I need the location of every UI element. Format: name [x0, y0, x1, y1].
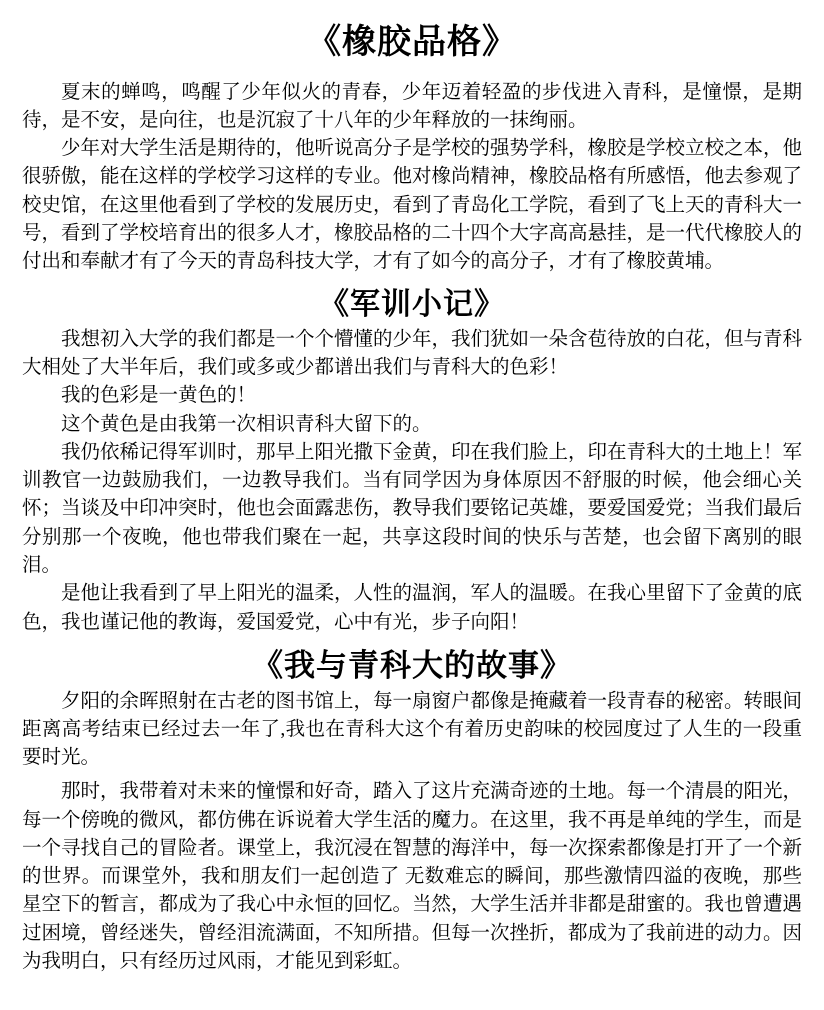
paragraph: 我仍依稀记得军训时，那早上阳光撒下金黄，印在我们脸上，印在青科大的土地上！军训教官一边鼓励我们，一边教导我们。当有同学因为身体原因不舒服的时候，他会细心关怀；当谈及中印冲突时，他也会面露悲伤，教导我们要铭记英雄，要爱国爱党；当我们最后分别那一个夜晚，他也带我们聚在一起，共享这段时间的快乐与苦楚，也会留下离别的眼泪。 — [22, 441, 803, 576]
page-title: 《橡胶品格》 — [307, 24, 517, 61]
paragraph: 少年对大学生活是期待的，他听说高分子是学校的强势学科，橡胶是学校立校之本，他很骄傲，能在这样的学校学习这样的专业。他对橡尚精神，橡胶品格有所感悟，他去参观了校史馆，在这里他看到了学校的发展历史，看到了青岛化工学院，看到了飞上天的青科大一号，看到了学校培育出的很多人才，橡胶品格的二十四个大字高高悬挂，是一代代橡胶人的付出和奉献才有了今天的青岛科技大学，才有了如今的高分子，才有了橡胶黄埔。 — [22, 138, 803, 273]
section-heading-military-training: 《军训小记》 — [319, 288, 505, 322]
paragraph: 这个黄色是由我第一次相识青科大留下的。 — [61, 413, 432, 435]
paragraph: 我的色彩是一黄色的！ — [61, 385, 257, 407]
paragraph: 那时，我带着对未来的憧憬和好奇，踏入了这片充满奇迹的土地。每一个清晨的阳光，每一个傍晚的微风，都仿佛在诉说着大学生活的魔力。在这里，我不再是单纯的学生，而是一个寻找自己的冒险者。课堂上，我沉浸在智慧的海洋中，每一次探索都像是打开了一个新的世界。而课堂外，我和朋友们一起创造了 无数难忘的瞬间，那些激情四溢的夜晚，那些星空下的暂言，都成为了我心中永恒的回忆。当然，大学生活并非都是甜蜜的。我也曾遭遇过困境，曾经迷失，曾经泪流满面，不知所措。但每一次挫折，都成为了我前进的动力。因为我明白，只有经历过风雨，才能见到彩虹。 — [22, 781, 803, 972]
section-body-1 — [22, 79, 802, 277]
section-heading-my-story: 《我与青科大的故事》 — [252, 647, 572, 683]
paragraph: 我想初入大学的我们都是一个个懵懂的少年，我们犹如一朵含苞待放的白花，但与青科大相处了大半年后，我们或多或少都谱出我们与青科大的色彩！ — [22, 328, 803, 379]
paragraph: 夕阳的余晖照射在古老的图书馆上，每一扇窗户都像是掩藏着一段青春的秘密。转眼间距离高考结束已经过去一年了,我也在青科大这个有着历史韵味的校园度过了人生的一段重要时光。 — [22, 690, 803, 769]
paragraph: 夏末的蝉鸣，鸣醒了少年似火的青春，少年迈着轻盈的步伐进入青科，是憧憬，是期待，是不安，是向往，也是沉寂了十八年的少年释放的一抹绚丽。 — [22, 81, 802, 131]
section-body-3 — [22, 688, 802, 977]
section-body-2 — [22, 326, 802, 637]
paragraph: 是他让我看到了早上阳光的温柔，人性的温润，军人的温暖。在我心里留下了金黄的底色，我也谨记他的教诲，爱国爱党，心中有光，步子向阳！ — [22, 583, 803, 633]
